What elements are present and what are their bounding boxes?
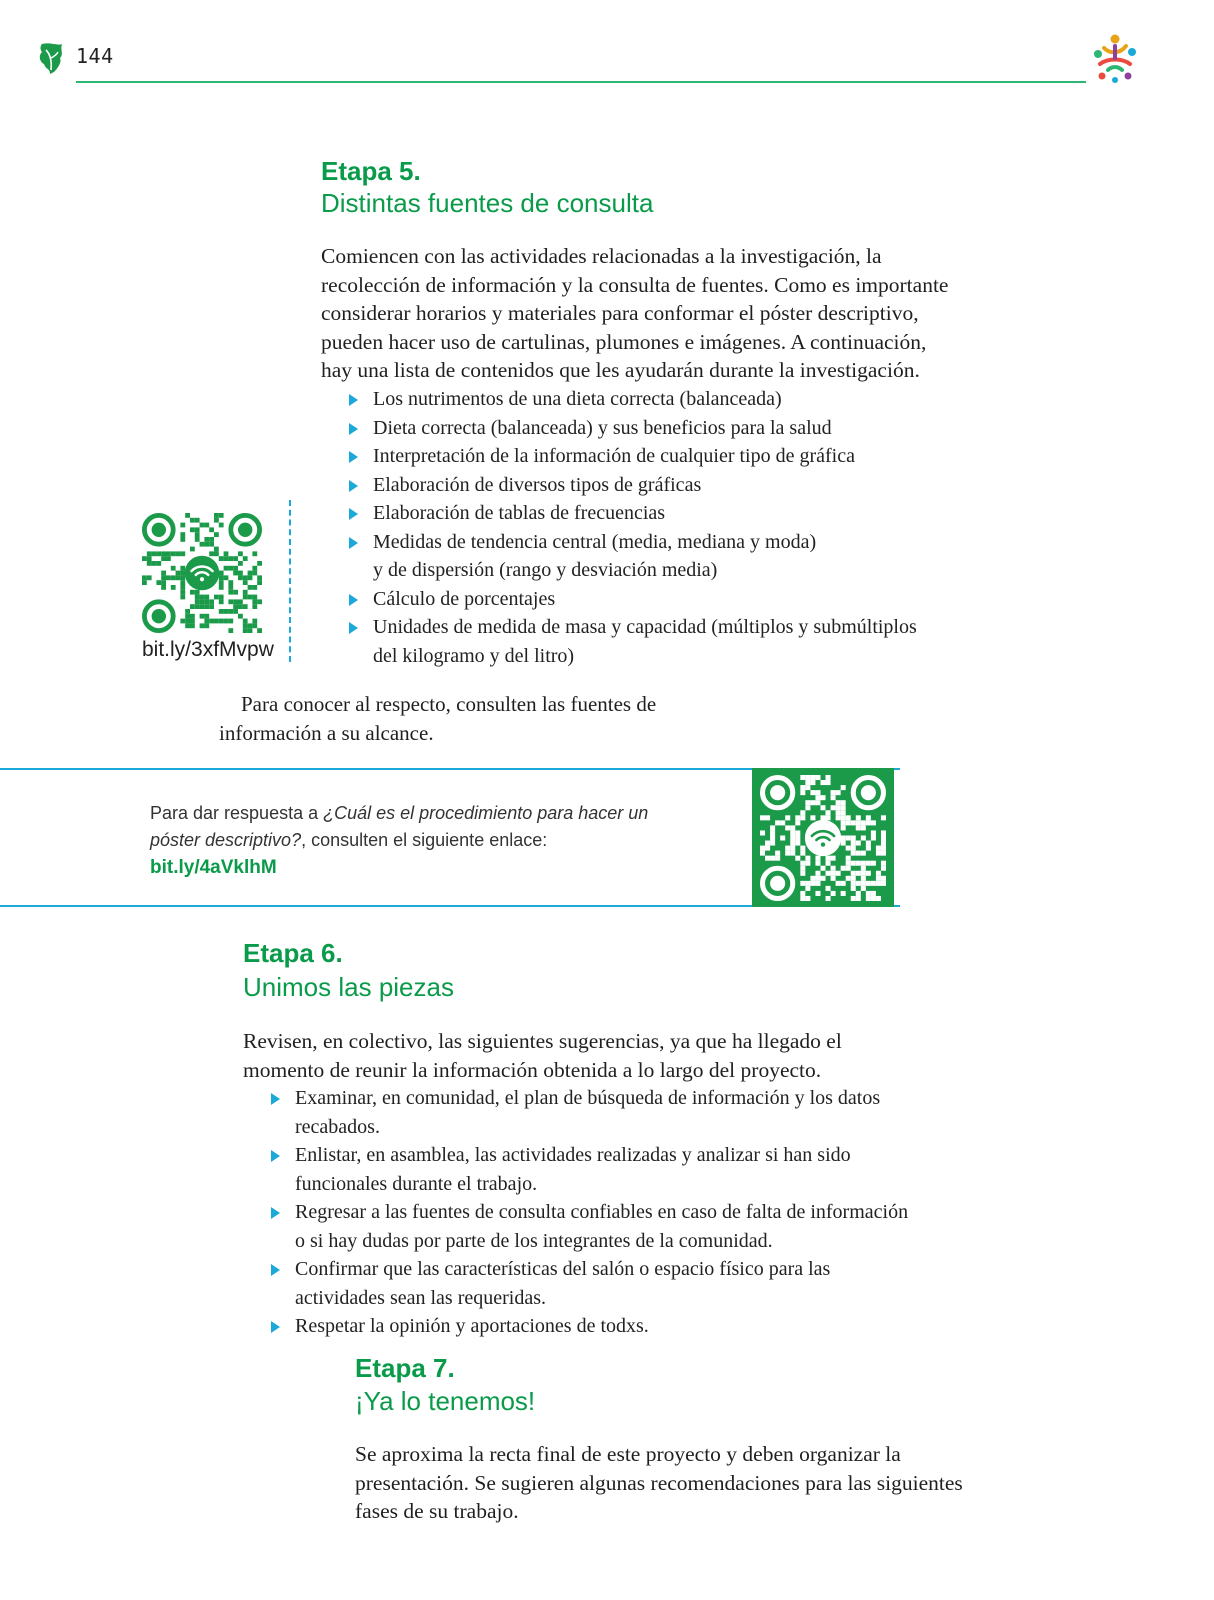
qr-code-banner[interactable]: [760, 775, 886, 901]
list-item: [349, 528, 917, 585]
banner-question: ¿Cuál es el procedimiento para hacer un: [323, 803, 649, 823]
paragraph-line: Para conocer al respecto, consulten las fuentes de: [241, 692, 657, 716]
stage-6-number: Etapa 6.: [243, 938, 343, 968]
paragraph-line: pueden hacer uso de cartulinas, plumones e imágenes. A continuación,: [321, 329, 927, 354]
stage-6-suggestions-list: [271, 1084, 908, 1341]
list-item: [271, 1084, 908, 1141]
qr-link-stage-5[interactable]: bit.ly/3xfMvpw: [142, 638, 274, 661]
banner-text-segment: , consulten el siguiente enlace:: [301, 830, 548, 850]
paragraph-line: hay una lista de contenidos que les ayudarán durante la investigación.: [321, 358, 920, 382]
list-item-text: Enlistar, en asamblea, las actividades realizadas y analizar si han sido: [295, 1144, 851, 1166]
stage-5-number: Etapa 5.: [321, 156, 421, 186]
paragraph-line: Revisen, en colectivo, las siguientes sugerencias, ya que ha llegado el: [243, 1029, 842, 1053]
list-item-text: Dieta correcta (balanceada) y sus beneficios para la salud: [373, 416, 832, 439]
stage-6-title: Unimos las piezas: [243, 972, 454, 1002]
bullet-arrow-icon: [349, 480, 358, 492]
leaf-icon: [36, 40, 68, 76]
stage-5-title: Distintas fuentes de consulta: [321, 188, 654, 218]
paragraph-line: presentación. Se sugieren algunas recomendaciones para las siguientes: [355, 1470, 963, 1495]
banner-question: póster descriptivo?: [150, 830, 302, 850]
paragraph-line: fases de su trabajo.: [355, 1499, 519, 1523]
paragraph-line: recolección de información y la consulta de fuentes. Como es importante: [321, 272, 949, 297]
paragraph-line: Se aproxima la recta final de este proyecto y deben organizar la: [355, 1442, 901, 1466]
banner-line: [150, 800, 730, 827]
list-item: [271, 1198, 908, 1255]
bullet-arrow-icon: [349, 451, 358, 463]
list-item-text: Interpretación de la información de cualquier tipo de gráfica: [373, 445, 855, 467]
bullet-arrow-icon: [349, 622, 358, 634]
list-item: [349, 499, 917, 528]
list-item-text: Elaboración de tablas de frecuencias: [373, 502, 666, 524]
banner-text-segment: Para dar respuesta a: [150, 803, 324, 823]
list-item: [349, 471, 917, 500]
list-item-text: Los nutrimentos de una dieta correcta (balanceada): [373, 388, 782, 410]
list-item: [349, 385, 917, 414]
bullet-arrow-icon: [271, 1150, 280, 1162]
list-item-text: recabados.: [295, 1115, 380, 1138]
list-item-text: Unidades de medida de masa y capacidad (múltiplos y submúltiplos: [373, 616, 917, 638]
banner-link[interactable]: bit.ly/4aVklhM: [150, 857, 277, 878]
list-item-text: Cálculo de porcentajes: [373, 587, 556, 610]
list-item: [271, 1141, 908, 1198]
list-item-text: o si hay dudas por parte de los integrantes de la comunidad.: [295, 1229, 773, 1252]
resource-banner-text: [150, 800, 730, 881]
list-item-text: y de dispersión (rango y desviación media): [373, 559, 718, 581]
stage-5-closing: [219, 690, 656, 747]
stage-6-intro: [243, 1027, 842, 1084]
stage-5-content-list: [349, 385, 917, 670]
list-item-text: Regresar a las fuentes de consulta confiables en caso de falta de información: [295, 1201, 909, 1223]
page-number: 144: [76, 44, 114, 68]
stage-7-title: ¡Ya lo tenemos!: [355, 1386, 536, 1416]
community-logo-icon: [1088, 32, 1142, 86]
list-item: [349, 585, 917, 614]
bullet-arrow-icon: [271, 1093, 280, 1105]
list-item-text: Examinar, en comunidad, el plan de búsqueda de información y los datos: [295, 1087, 881, 1109]
bullet-arrow-icon: [271, 1321, 280, 1333]
bullet-arrow-icon: [349, 508, 358, 520]
list-item-text: actividades sean las requeridas.: [295, 1286, 547, 1309]
paragraph-line: considerar horarios y materiales para conformar el póster descriptivo,: [321, 301, 919, 325]
paragraph-line: Comiencen con las actividades relacionadas a la investigación, la: [321, 244, 882, 268]
header-rule: [76, 81, 1086, 83]
list-item: [271, 1312, 908, 1341]
list-item-text: del kilogramo y del litro): [373, 644, 575, 667]
list-item: [349, 414, 917, 443]
stage-5-intro: [321, 242, 948, 385]
paragraph-line: información a su alcance.: [219, 720, 434, 745]
bullet-arrow-icon: [349, 423, 358, 435]
list-item-text: Respetar la opinión y aportaciones de todxs.: [295, 1315, 649, 1337]
stage-7-intro: [355, 1440, 963, 1526]
dashed-divider: [289, 500, 291, 662]
banner-line: [150, 827, 730, 854]
list-item-text: funcionales durante el trabajo.: [295, 1172, 538, 1195]
list-item: [271, 1255, 908, 1312]
list-item-text: Elaboración de diversos tipos de gráficas: [373, 473, 702, 496]
list-item: [349, 613, 917, 670]
bullet-arrow-icon: [271, 1207, 280, 1219]
bullet-arrow-icon: [349, 394, 358, 406]
list-item-text: Medidas de tendencia central (media, mediana y moda): [373, 530, 817, 553]
paragraph-line: momento de reunir la información obtenida a lo largo del proyecto.: [243, 1057, 822, 1082]
list-item: [349, 442, 917, 471]
stage-7-number: Etapa 7.: [355, 1353, 455, 1383]
bullet-arrow-icon: [349, 537, 358, 549]
bullet-arrow-icon: [349, 594, 358, 606]
list-item-text: Confirmar que las características del salón o espacio físico para las: [295, 1258, 831, 1280]
qr-code-stage-5[interactable]: [142, 513, 262, 633]
bullet-arrow-icon: [271, 1264, 280, 1276]
